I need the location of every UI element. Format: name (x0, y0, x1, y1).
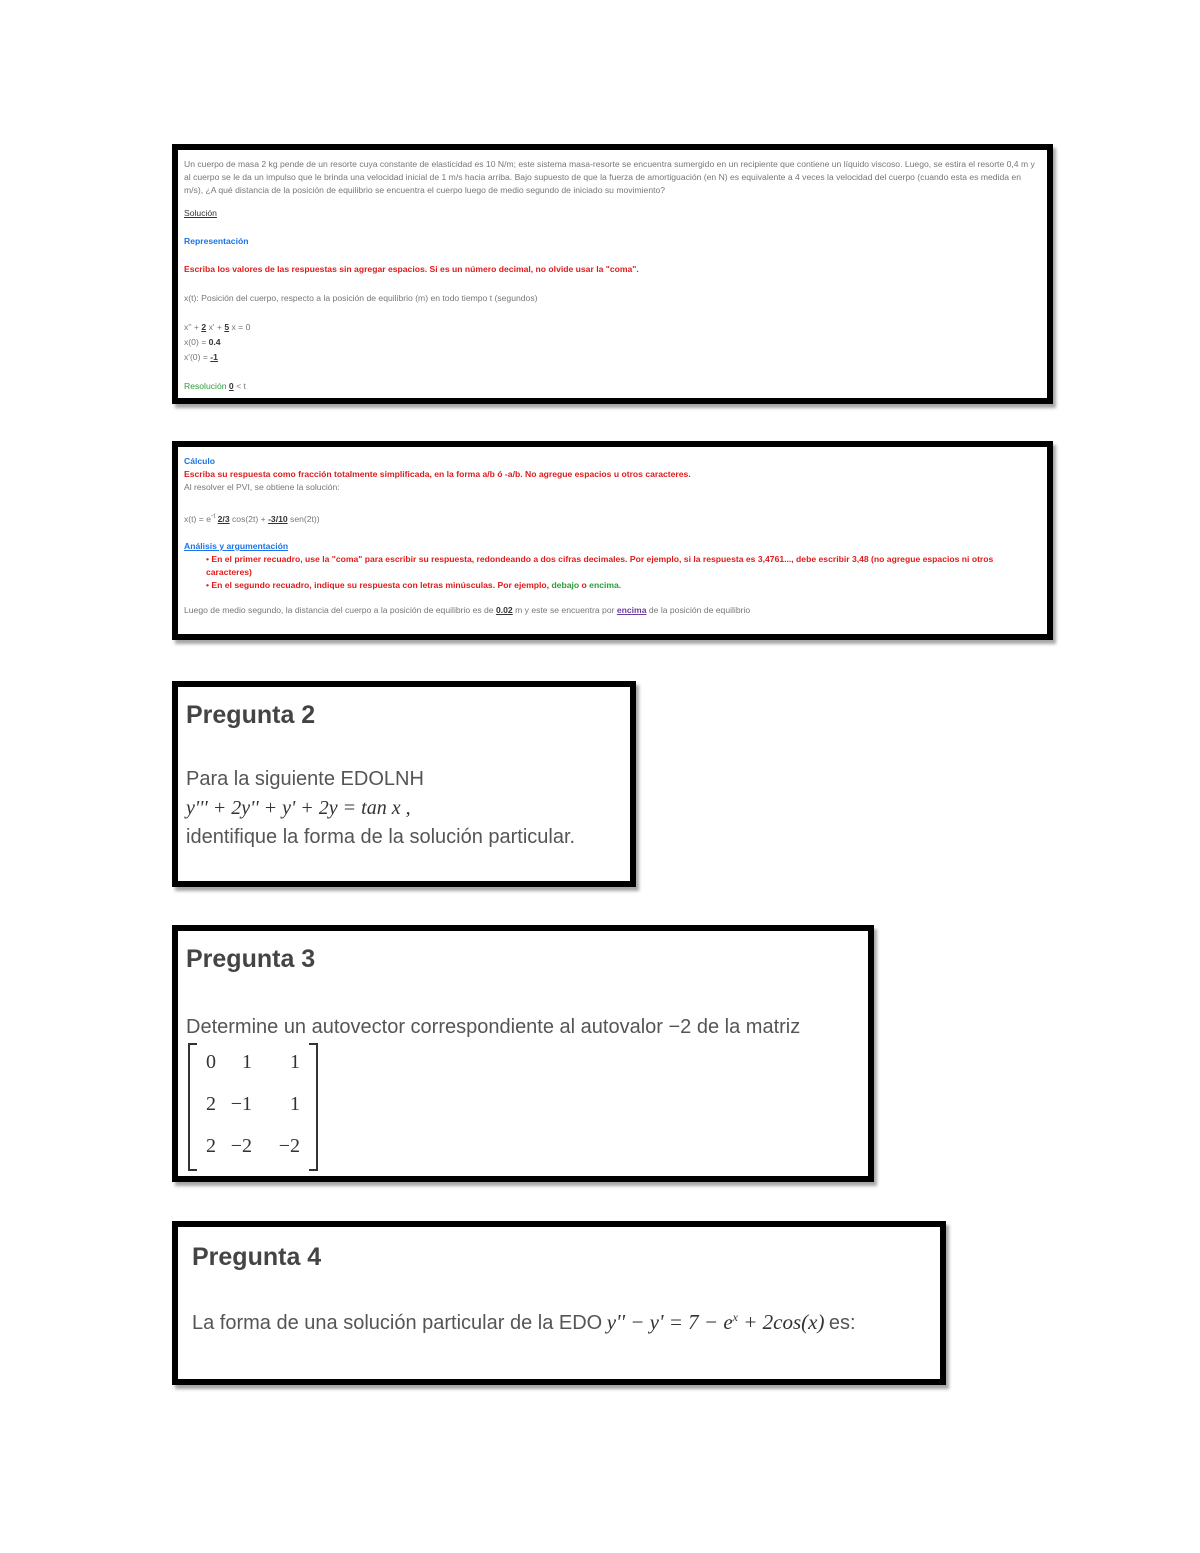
solve-text: Al resolver el PVI, se obtiene la solución: (184, 482, 340, 492)
problem-box-2 (172, 441, 1053, 640)
question-4-box (172, 1221, 946, 1385)
answer-field-a[interactable]: 2 (201, 322, 207, 332)
final-answer-line: Luego de medio segundo, la distancia del cuerpo a la posición de equilibrio es de 0.02 m y este se encuentra por encima de la posición de equilibrio (184, 604, 751, 615)
analysis-bullet-1: • En el primer recuadro, use la "coma" para escribir su respuesta, redondeando a dos cifras decimales. Por ejemplo, si la respuesta es 3,4761..., debe escribir 3,48 (no agregue espacios ni otros caracteres) (206, 553, 994, 577)
answer-field-x0[interactable]: 0.4 (208, 337, 221, 347)
question-2-box (172, 681, 636, 887)
answer-field-b[interactable]: 5 (224, 322, 230, 332)
variable-definition: x(t): Posición del cuerpo, respecto a la posición de equilibrio (m) en todo tiempo t (segundos) (184, 293, 538, 303)
answer-field-distance[interactable]: 0.02 (495, 604, 513, 615)
matrix (188, 1043, 318, 1167)
question-2-title: Pregunta 2 (186, 701, 316, 729)
initial-condition-1: x(0) = 0.4 (184, 337, 221, 347)
ode-equation: x'' + 2 x' + 5 x = 0 (184, 322, 251, 332)
question-3-title: Pregunta 3 (186, 945, 316, 973)
question-3-prompt: Determine un autovector correspondiente al autovalor −2 de la matriz (186, 1016, 801, 1038)
matrix-cell: −2 (230, 1135, 252, 1157)
answer-field-t0[interactable]: 0 (228, 381, 234, 391)
question-4-prompt: La forma de una solución particular de la EDO $y'' - y' = 7 - e^x + 2\cos(x)$ es: (192, 1310, 856, 1334)
analysis-heading: Análisis y argumentación (184, 540, 289, 551)
initial-condition-2: x'(0) = -1 (184, 352, 218, 362)
problem-statement: Un cuerpo de masa 2 kg pende de un resorte cuya constante de elasticidad es 10 N/m; este sistema masa-resorte se encuentra sumergido en un recipiente que contiene un líquido viscoso. Luego, se estira el resorte 0,4 m y al cuerpo se le da un impulso que le brinda una velocidad inicial de 1 m/s hacia arriba. Bajo supuesto de que la fuerza de amortiguación (en N) es equivalente a 4 veces la velocidad del cuerpo (cuando esta es medida en m/s), ¿A qué distancia de la posición de equilibrio se encuentra el cuerpo luego de medio segundo de iniciado su movimiento? (184, 159, 1035, 195)
answer-field-coef-a[interactable]: 2/3 (217, 513, 230, 524)
question-4-title: Pregunta 4 (192, 1243, 322, 1271)
solution-equation: $x(t) = e^{-t}$ 2/3 cos(2t) + -3/10 sen(2t)) (184, 513, 320, 524)
answer-field-position[interactable]: encima (616, 604, 647, 615)
matrix-cell: −2 (278, 1135, 300, 1157)
matrix-cell: 2 (206, 1135, 216, 1157)
matrix-cell: 1 (290, 1051, 300, 1073)
representation-instruction: Escriba los valores de las respuestas sin agregar espacios. Si es un número decimal, no olvide usar la "coma". (184, 264, 639, 274)
calculation-instruction: Escriba su respuesta como fracción totalmente simplificada, en la forma a/b ó -a/b. No agregue espacios u otros caracteres. (184, 469, 691, 479)
analysis-bullet-2: • En el segundo recuadro, indique su respuesta con letras minúsculas. Por ejemplo, debajo o encima. (206, 579, 622, 590)
matrix-cell: 1 (242, 1051, 252, 1073)
question-2-prompt: identifique la forma de la solución particular. (186, 826, 576, 848)
solution-heading: Solución (184, 208, 217, 218)
answer-field-coef-b[interactable]: -3/10 (268, 513, 288, 524)
question-2-intro: Para la siguiente EDOLNH (186, 768, 424, 790)
answer-field-v0[interactable]: -1 (210, 352, 218, 362)
matrix-cell: 1 (290, 1093, 300, 1115)
calculation-heading: Cálculo (184, 456, 216, 466)
question-3-box (172, 925, 874, 1182)
matrix-cell: −1 (230, 1093, 252, 1115)
representation-heading: Representación (184, 236, 249, 246)
problem-box-1 (172, 144, 1053, 404)
matrix-cell: 0 (206, 1051, 216, 1073)
question-4-equation: $y'' - y' = 7 - e^x + 2\cos(x)$ (606, 1310, 825, 1334)
resolution-line: Resolución 0 < t (184, 381, 246, 391)
matrix-cell: 2 (206, 1093, 216, 1115)
resolution-label: Resolución (184, 381, 227, 391)
matrix-right-bracket (309, 1043, 318, 1171)
question-2-equation: y''' + 2y'' + y' + 2y = tan x , (186, 797, 411, 819)
